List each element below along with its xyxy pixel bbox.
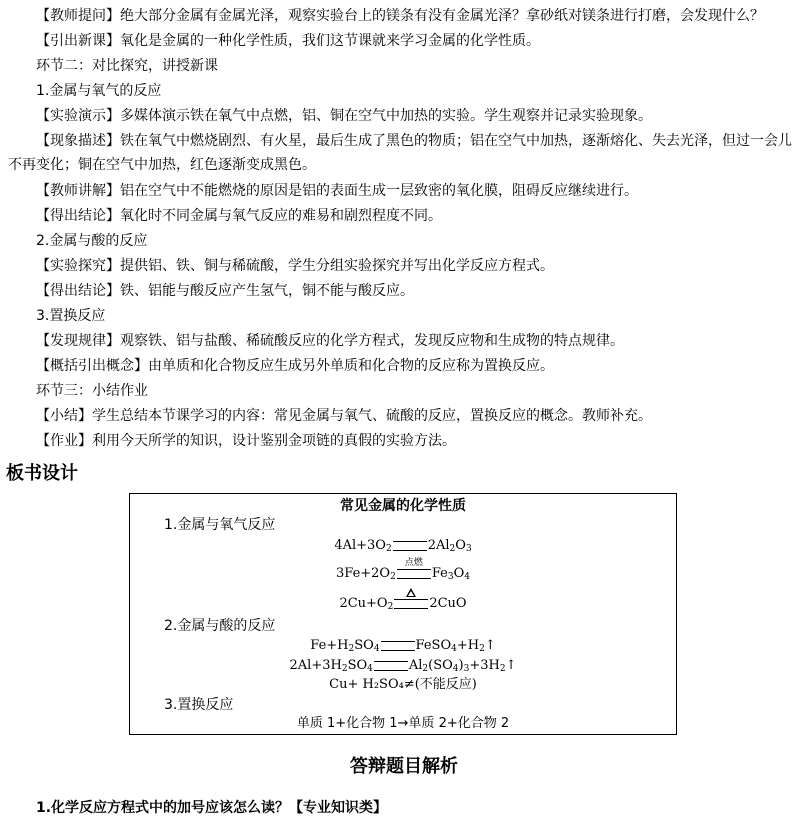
text-line-metal-acid: 2.金属与酸的反应 xyxy=(36,233,148,249)
board-section-acid: 2.金属与酸的反应 xyxy=(164,618,276,634)
text-line-metal-oxygen: 1.金属与氧气的反应 xyxy=(36,83,162,99)
text-line-homework: 【作业】利用今天所学的知识，设计鉴别金项链的真假的实验方法。 xyxy=(36,433,456,449)
condition-ignite: 点燃 xyxy=(404,557,423,568)
cu-reactants: 2Cu+O xyxy=(339,596,388,611)
board-section-oxygen: 1.金属与氧气反应 xyxy=(164,517,276,533)
text-line-conclusion-2: 【得出结论】铁、铝能与酸反应产生氢气，铜不能与酸反应。 xyxy=(36,283,414,299)
text-line-teacher-question: 【教师提问】绝大部分金属有金属光泽，观察实验台上的镁条有没有金属光泽？拿砂纸对镁条进行打磨，会发现什么？ xyxy=(36,8,764,24)
text-line-substitution: 3.置换反应 xyxy=(36,308,106,324)
text-line-concept: 【概括引出概念】由单质和化合物反应生成另外单质和化合物的反应称为置换反应。 xyxy=(36,358,554,374)
board-design-heading: 板书设计 xyxy=(6,463,78,484)
text-line-summary: 【小结】学生总结本节课学习的内容：常见金属与氧气、硫酸的反应，置换反应的概念。教师补充。 xyxy=(36,408,652,424)
defense-section-title: 答辩题目解析 xyxy=(350,756,458,777)
text-line-explore: 【实验探究】提供铝、铁、铜与稀硫酸，学生分组实验探究并写出化学反应方程式。 xyxy=(36,258,554,274)
text-line-explain: 【教师讲解】铝在空气中不能燃烧的原因是铝的表面生成一层致密的氧化膜，阻碍反应继续进行。 xyxy=(36,183,638,199)
equation-al-acid: $2Al+3H_2SO_4$ $Al_2(SO_4)_3+3H_2↑$ xyxy=(289,658,517,674)
text-line-rule: 【发现规律】观察铁、铝与盐酸、稀硫酸反应的化学方程式，发现反应物和生成物的特点规律。 xyxy=(36,333,624,349)
equation-cu-oxygen: $2Cu+O_2$ 2CuO xyxy=(130,594,676,617)
equation-fe-acid: $Fe+H_2SO_4$ $FeSO_4+H_2↑$ xyxy=(310,638,496,654)
question-1: 1.化学反应方程式中的加号应该怎么读？【专业知识类】 xyxy=(36,800,388,816)
text-line-phenomenon: 【现象描述】铁在氧气中燃烧剧烈、有火星，最后生成了黑色的物质；铝在空气中加热，逐渐熔化、失去光泽，但过一会儿 xyxy=(36,133,792,149)
text-line-phenomenon-cont: 不再变化；铜在空气中加热，红色逐渐变成黑色。 xyxy=(8,157,316,173)
text-line-new-lesson: 【引出新课】氧化是金属的一种化学性质，我们这节课就来学习金属的化学性质。 xyxy=(36,33,540,49)
substitution-rule: 单质 1+化合物 1→单质 2+化合物 2 xyxy=(296,716,510,731)
equation-al-oxygen: $4Al+3O_2$ $2Al_2O_3$ xyxy=(334,538,472,554)
text-line-conclusion-1: 【得出结论】氧化时不同金属与氧气反应的难易和剧烈程度不同。 xyxy=(36,208,442,224)
board-section-substitution: 3.置换反应 xyxy=(164,697,234,713)
text-line-stage-three: 环节三：小结作业 xyxy=(36,383,148,399)
board-title: 常见金属的化学性质 xyxy=(340,498,466,514)
equation-cu-acid: Cu+ H₂SO₄≠(不能反应) xyxy=(329,677,477,692)
board-design-box xyxy=(129,493,677,735)
heat-triangle-icon xyxy=(406,588,416,597)
cu-products: 2CuO xyxy=(429,596,467,611)
equation-fe-oxygen: $3Fe+2O_2$ 点燃 $Fe_3O_4$ xyxy=(336,557,470,582)
text-line-stage-two: 环节二：对比探究，讲授新课 xyxy=(36,58,218,74)
text-line-demo: 【实验演示】多媒体演示铁在氧气中点燃，铝、铜在空气中加热的实验。学生观察并记录实验现象。 xyxy=(36,108,652,124)
